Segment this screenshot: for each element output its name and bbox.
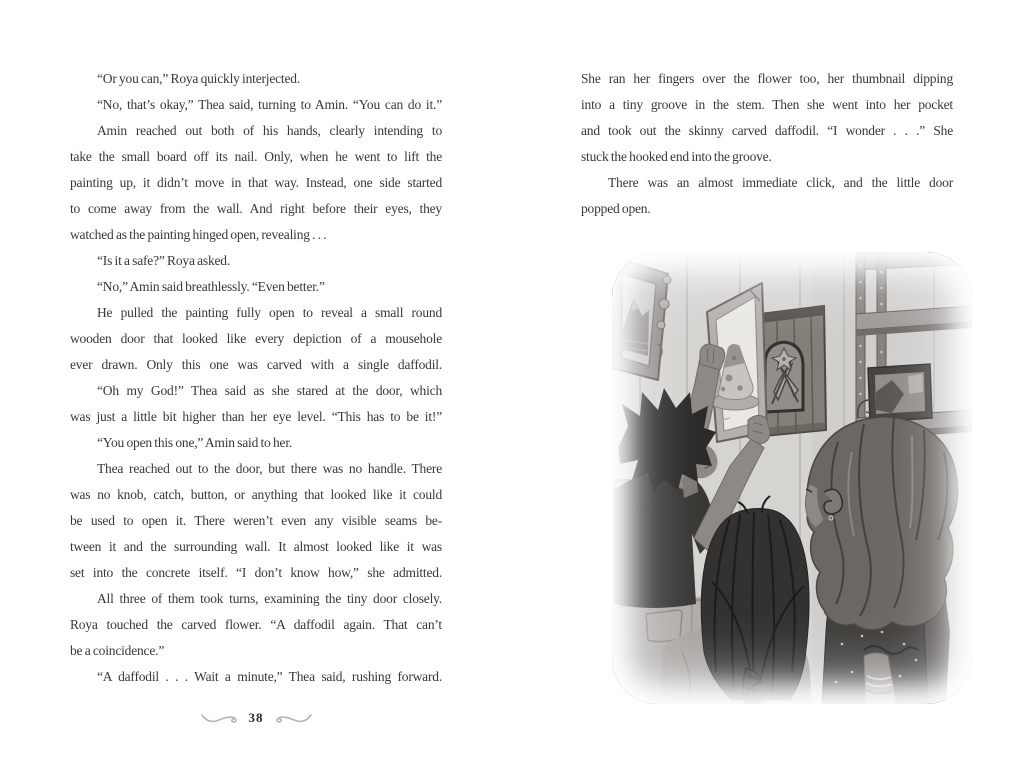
text-line: “No,” Amin said breathlessly. “Even better.” <box>97 279 325 294</box>
page-footer <box>70 704 442 730</box>
text-line: “A daffodil . . . Wait a minute,” Thea said, rushing forward. <box>97 669 442 684</box>
shelf-picture-frame <box>868 364 932 422</box>
text-line: wooden door that looked like every depiction of a mousehole <box>70 331 442 346</box>
text-line: painting up, it didn’t move in that way. Instead, one side started <box>70 175 442 190</box>
page-number: 38 <box>248 709 264 725</box>
text-line: “You open this one,” Amin said to her. <box>97 435 293 450</box>
text-line: be used to open it. There weren’t even any visible seams be- <box>70 513 442 528</box>
text-line: “Is it a safe?” Roya asked. <box>97 253 231 268</box>
text-line: Roya touched the carved flower. “A daffodil again. That can’t <box>70 617 442 632</box>
curly-haired-girl-figure <box>806 400 958 704</box>
text-line: set into the concrete itself. “I don’t know how,” she admitted. <box>70 565 442 580</box>
text-line: “Oh my God!” Thea said as she stared at the door, which <box>97 383 442 398</box>
text-line: All three of them took turns, examining the tiny door closely. <box>97 591 442 606</box>
three-kids-discover-hidden-mousehole-door-illustration <box>612 252 972 704</box>
text-line: tween it and the surrounding wall. It almost looked like it was <box>70 539 442 554</box>
text-line: There was an almost immediate click, and the little door <box>608 175 953 190</box>
swash-flourish-right-icon <box>273 711 313 723</box>
text-line: She ran her fingers over the flower too, her thumbnail dipping <box>581 71 953 86</box>
text-line: and took out the skinny carved daffodil. “I wonder . . .” She <box>581 123 953 138</box>
text-line: “No, that’s okay,” Thea said, turning to Amin. “You can do it.” <box>97 97 442 112</box>
text-line: Amin reached out both of his hands, clearly intending to <box>97 123 442 138</box>
text-line: into a tiny groove in the stem. Then she went into her pocket <box>581 97 953 112</box>
text-line: “Or you can,” Roya quickly interjected. <box>97 71 300 86</box>
text-line: watched as the painting hinged open, revealing . . . <box>70 227 327 242</box>
text-line: was just a little bit higher than her eye level. “This has to be it!” <box>70 409 442 424</box>
text-line: ever drawn. Only this one was carved with a single daffodil. <box>70 357 442 372</box>
text-line: Thea reached out to the door, but there was no handle. There <box>97 461 442 476</box>
text-line: He pulled the painting fully open to reveal a small round <box>97 305 442 320</box>
text-line: popped open. <box>581 201 651 216</box>
right-page-text <box>581 66 953 222</box>
swash-flourish-left-icon <box>200 711 240 723</box>
text-line: stuck the hooked end into the groove. <box>581 149 772 164</box>
hidden-mousehole-door <box>760 306 826 436</box>
text-line: take the small board off its nail. Only, when he went to lift the <box>70 149 442 164</box>
text-line: to come away from the wall. And right before their eyes, they <box>70 201 442 216</box>
left-page-text <box>70 66 442 690</box>
text-line: be a coincidence.” <box>70 643 165 658</box>
text-line: was no knob, catch, button, or anything that looked like it could <box>70 487 442 502</box>
